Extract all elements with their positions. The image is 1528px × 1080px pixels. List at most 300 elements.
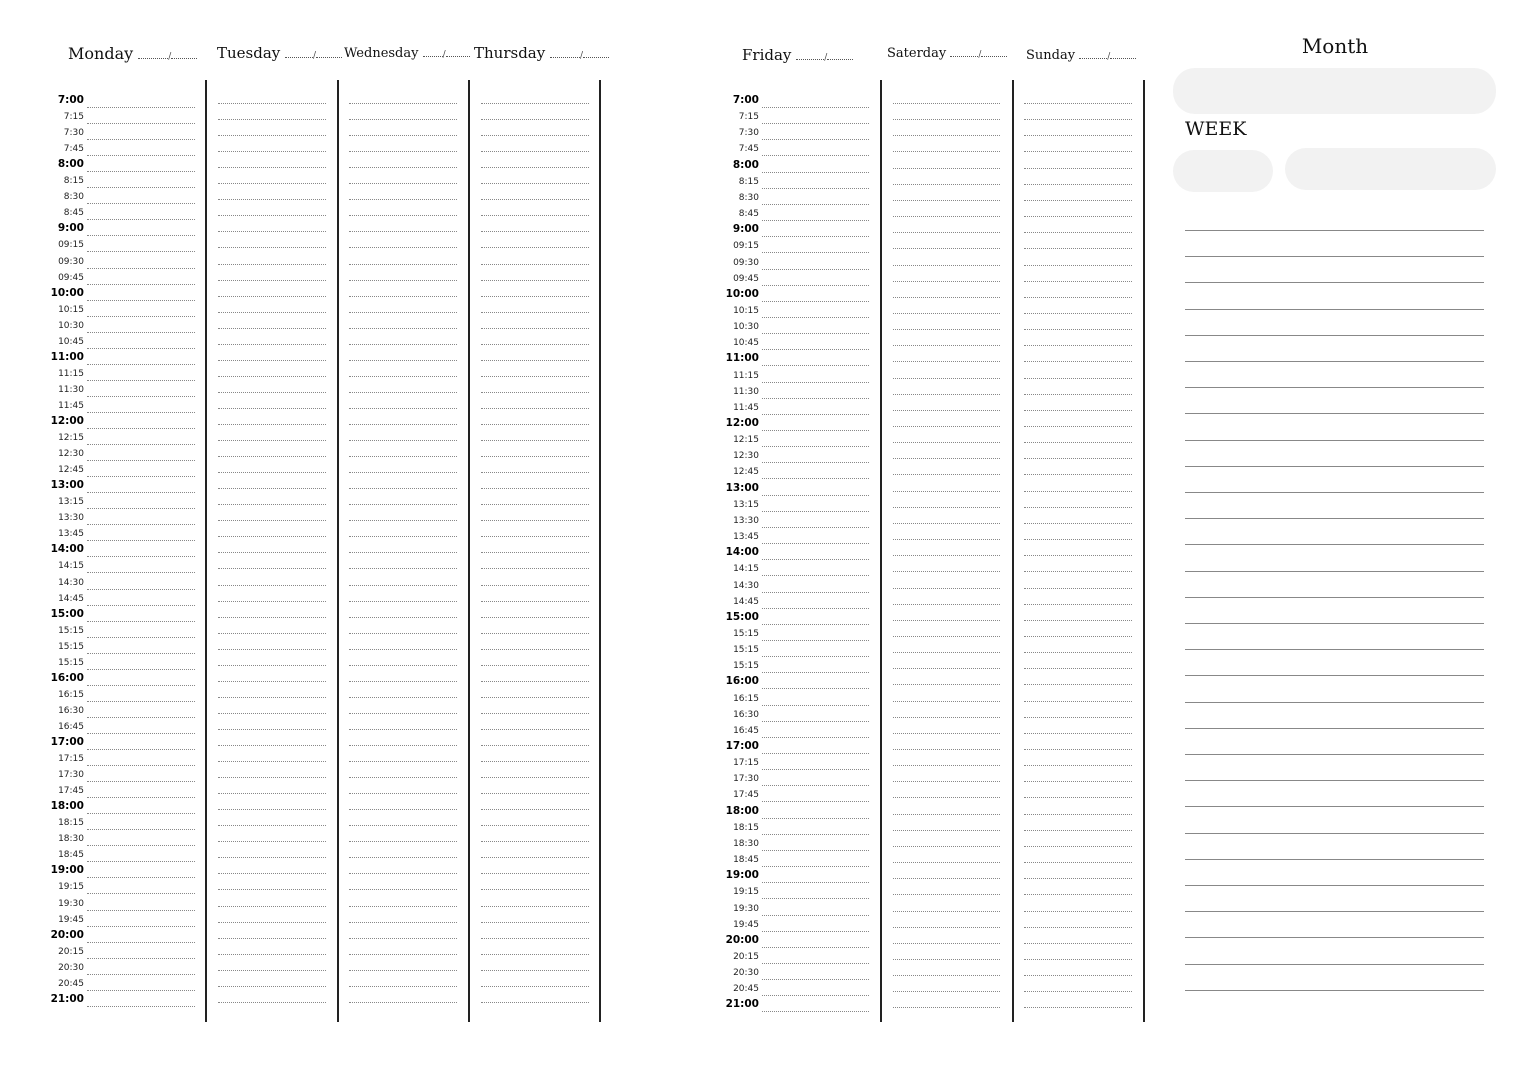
time-slot[interactable] (218, 682, 326, 698)
time-slot[interactable] (481, 553, 589, 569)
time-slot[interactable] (481, 521, 589, 537)
time-slot[interactable] (1024, 266, 1132, 282)
time-slot[interactable] (893, 169, 1000, 185)
time-slot[interactable] (715, 560, 869, 576)
time-slot[interactable] (349, 762, 457, 778)
time-slot[interactable] (893, 573, 1000, 589)
time-slot[interactable] (218, 457, 326, 473)
time-slot[interactable] (481, 425, 589, 441)
time-slot[interactable] (1024, 88, 1132, 104)
time-slot[interactable] (40, 525, 195, 541)
time-slot[interactable] (349, 618, 457, 634)
time-slot[interactable] (1024, 120, 1132, 136)
time-slot[interactable] (715, 754, 869, 770)
time-slot[interactable] (481, 136, 589, 152)
time-slot[interactable] (1024, 831, 1132, 847)
time-slot[interactable] (715, 512, 869, 528)
time-slot[interactable] (715, 996, 869, 1012)
time-slot[interactable] (1024, 782, 1132, 798)
time-slot[interactable] (349, 265, 457, 281)
time-slot[interactable] (715, 124, 869, 140)
time-slot[interactable] (715, 367, 869, 383)
time-slot[interactable] (893, 379, 1000, 395)
time-slot[interactable] (40, 236, 195, 252)
time-slot[interactable] (40, 172, 195, 188)
time-slot[interactable] (40, 156, 195, 172)
time-slot[interactable] (349, 505, 457, 521)
time-slot[interactable] (893, 201, 1000, 217)
time-slot[interactable] (481, 216, 589, 232)
note-line[interactable] (1185, 964, 1484, 965)
time-slot[interactable] (481, 955, 589, 971)
time-slot[interactable] (1024, 589, 1132, 605)
time-slot[interactable] (40, 188, 195, 204)
time-slot[interactable] (1024, 734, 1132, 750)
time-slot[interactable] (218, 698, 326, 714)
time-slot[interactable] (893, 524, 1000, 540)
time-slot[interactable] (893, 896, 1000, 912)
time-slot[interactable] (349, 297, 457, 313)
time-slot[interactable] (40, 766, 195, 782)
time-slot[interactable] (40, 638, 195, 654)
time-slot[interactable] (893, 653, 1000, 669)
time-slot[interactable] (481, 409, 589, 425)
time-slot[interactable] (715, 916, 869, 932)
time-slot[interactable] (218, 216, 326, 232)
time-slot[interactable] (349, 602, 457, 618)
time-slot[interactable] (349, 249, 457, 265)
time-slot[interactable] (349, 842, 457, 858)
time-slot[interactable] (1024, 540, 1132, 556)
time-slot[interactable] (1024, 944, 1132, 960)
time-slot[interactable] (715, 706, 869, 722)
time-slot[interactable] (893, 427, 1000, 443)
time-slot[interactable] (349, 409, 457, 425)
time-slot[interactable] (40, 269, 195, 285)
time-slot[interactable] (481, 923, 589, 939)
time-slot[interactable] (218, 473, 326, 489)
time-slot[interactable] (1024, 573, 1132, 589)
time-slot[interactable] (893, 120, 1000, 136)
time-slot[interactable] (715, 383, 869, 399)
time-slot[interactable] (1024, 928, 1132, 944)
time-slot[interactable] (893, 621, 1000, 637)
time-slot[interactable] (715, 851, 869, 867)
time-slot[interactable] (349, 826, 457, 842)
time-slot[interactable] (40, 895, 195, 911)
time-slot[interactable] (893, 233, 1000, 249)
time-slot[interactable] (349, 987, 457, 1003)
time-slot[interactable] (1024, 104, 1132, 120)
time-slot[interactable] (715, 92, 869, 108)
time-slot[interactable] (893, 928, 1000, 944)
time-slot[interactable] (1024, 314, 1132, 330)
time-slot[interactable] (40, 927, 195, 943)
time-slot[interactable] (715, 867, 869, 883)
time-slot[interactable] (218, 730, 326, 746)
time-slot[interactable] (40, 670, 195, 686)
time-slot[interactable] (893, 944, 1000, 960)
note-line[interactable] (1185, 544, 1484, 545)
time-slot[interactable] (893, 346, 1000, 362)
time-slot[interactable] (893, 266, 1000, 282)
time-slot[interactable] (349, 200, 457, 216)
time-slot[interactable] (893, 508, 1000, 524)
time-slot[interactable] (1024, 718, 1132, 734)
time-slot[interactable] (40, 750, 195, 766)
time-slot[interactable] (715, 189, 869, 205)
time-slot[interactable] (893, 799, 1000, 815)
time-slot[interactable] (40, 574, 195, 590)
time-slot[interactable] (715, 980, 869, 996)
time-slot[interactable] (218, 746, 326, 762)
time-slot[interactable] (349, 971, 457, 987)
time-slot[interactable] (481, 939, 589, 955)
time-slot[interactable] (893, 863, 1000, 879)
time-slot[interactable] (893, 492, 1000, 508)
time-slot[interactable] (715, 496, 869, 512)
time-slot[interactable] (481, 762, 589, 778)
time-slot[interactable] (481, 682, 589, 698)
time-slot[interactable] (349, 537, 457, 553)
time-slot[interactable] (218, 553, 326, 569)
date-blank[interactable]: / (550, 51, 609, 61)
time-slot[interactable] (481, 168, 589, 184)
time-slot[interactable] (218, 441, 326, 457)
time-slot[interactable] (349, 457, 457, 473)
note-line[interactable] (1185, 728, 1484, 729)
time-slot[interactable] (40, 702, 195, 718)
time-slot[interactable] (715, 286, 869, 302)
note-line[interactable] (1185, 859, 1484, 860)
time-slot[interactable] (40, 654, 195, 670)
time-slot[interactable] (218, 650, 326, 666)
time-slot[interactable] (1024, 492, 1132, 508)
time-slot[interactable] (218, 537, 326, 553)
date-blank[interactable]: / (1079, 52, 1136, 62)
time-slot[interactable] (349, 634, 457, 650)
time-slot[interactable] (218, 521, 326, 537)
time-slot[interactable] (1024, 217, 1132, 233)
date-blank[interactable]: / (950, 50, 1007, 60)
time-slot[interactable] (1024, 298, 1132, 314)
time-slot[interactable] (715, 609, 869, 625)
time-slot[interactable] (218, 923, 326, 939)
time-slot[interactable] (893, 217, 1000, 233)
time-slot[interactable] (481, 730, 589, 746)
time-slot[interactable] (893, 153, 1000, 169)
time-slot[interactable] (481, 826, 589, 842)
time-slot[interactable] (715, 237, 869, 253)
time-slot[interactable] (40, 333, 195, 349)
time-slot[interactable] (40, 317, 195, 333)
time-slot[interactable] (349, 858, 457, 874)
time-slot[interactable] (349, 281, 457, 297)
time-slot[interactable] (1024, 621, 1132, 637)
time-slot[interactable] (481, 698, 589, 714)
time-slot[interactable] (40, 108, 195, 124)
time-slot[interactable] (218, 987, 326, 1003)
time-slot[interactable] (893, 136, 1000, 152)
time-slot[interactable] (715, 334, 869, 350)
time-slot[interactable] (218, 939, 326, 955)
time-slot[interactable] (349, 361, 457, 377)
time-slot[interactable] (715, 835, 869, 851)
time-slot[interactable] (1024, 282, 1132, 298)
time-slot[interactable] (715, 544, 869, 560)
time-slot[interactable] (481, 634, 589, 650)
time-slot[interactable] (40, 846, 195, 862)
time-slot[interactable] (715, 803, 869, 819)
time-slot[interactable] (40, 686, 195, 702)
time-slot[interactable] (349, 553, 457, 569)
time-slot[interactable] (40, 285, 195, 301)
time-slot[interactable] (481, 602, 589, 618)
time-slot[interactable] (715, 399, 869, 415)
time-slot[interactable] (1024, 912, 1132, 928)
time-slot[interactable] (893, 476, 1000, 492)
time-slot[interactable] (40, 557, 195, 573)
time-slot[interactable] (218, 714, 326, 730)
time-slot[interactable] (349, 441, 457, 457)
time-slot[interactable] (218, 858, 326, 874)
time-slot[interactable] (481, 329, 589, 345)
time-slot[interactable] (1024, 879, 1132, 895)
time-slot[interactable] (218, 762, 326, 778)
time-slot[interactable] (349, 778, 457, 794)
time-slot[interactable] (349, 473, 457, 489)
time-slot[interactable] (218, 313, 326, 329)
time-slot[interactable] (40, 606, 195, 622)
time-slot[interactable] (715, 819, 869, 835)
time-slot[interactable] (893, 395, 1000, 411)
time-slot[interactable] (40, 140, 195, 156)
time-slot[interactable] (893, 411, 1000, 427)
time-slot[interactable] (893, 443, 1000, 459)
time-slot[interactable] (715, 463, 869, 479)
time-slot[interactable] (893, 88, 1000, 104)
time-slot[interactable] (893, 912, 1000, 928)
time-slot[interactable] (349, 714, 457, 730)
note-line[interactable] (1185, 440, 1484, 441)
time-slot[interactable] (481, 489, 589, 505)
time-slot[interactable] (1024, 250, 1132, 266)
time-slot[interactable] (481, 891, 589, 907)
time-slot[interactable] (893, 104, 1000, 120)
time-slot[interactable] (40, 92, 195, 108)
time-slot[interactable] (349, 393, 457, 409)
time-slot[interactable] (1024, 427, 1132, 443)
time-slot[interactable] (40, 124, 195, 140)
time-slot[interactable] (40, 461, 195, 477)
time-slot[interactable] (218, 104, 326, 120)
time-slot[interactable] (349, 329, 457, 345)
time-slot[interactable] (481, 265, 589, 281)
time-slot[interactable] (218, 842, 326, 858)
time-slot[interactable] (40, 541, 195, 557)
note-line[interactable] (1185, 623, 1484, 624)
time-slot[interactable] (481, 714, 589, 730)
time-slot[interactable] (481, 794, 589, 810)
time-slot[interactable] (218, 136, 326, 152)
time-slot[interactable] (715, 657, 869, 673)
time-slot[interactable] (481, 104, 589, 120)
time-slot[interactable] (481, 907, 589, 923)
time-slot[interactable] (218, 794, 326, 810)
time-slot[interactable] (715, 673, 869, 689)
time-slot[interactable] (349, 104, 457, 120)
time-slot[interactable] (481, 810, 589, 826)
time-slot[interactable] (893, 992, 1000, 1008)
note-line[interactable] (1185, 754, 1484, 755)
time-slot[interactable] (1024, 653, 1132, 669)
time-slot[interactable] (715, 738, 869, 754)
time-slot[interactable] (481, 441, 589, 457)
date-blank[interactable]: / (423, 50, 470, 60)
time-slot[interactable] (218, 184, 326, 200)
time-slot[interactable] (218, 88, 326, 104)
time-slot[interactable] (218, 586, 326, 602)
time-slot[interactable] (893, 363, 1000, 379)
time-slot[interactable] (40, 959, 195, 975)
time-slot[interactable] (40, 493, 195, 509)
time-slot[interactable] (481, 313, 589, 329)
time-slot[interactable] (893, 314, 1000, 330)
time-slot[interactable] (218, 634, 326, 650)
time-slot[interactable] (349, 891, 457, 907)
time-slot[interactable] (349, 168, 457, 184)
time-slot[interactable] (893, 605, 1000, 621)
time-slot[interactable] (40, 975, 195, 991)
time-slot[interactable] (1024, 379, 1132, 395)
time-slot[interactable] (481, 858, 589, 874)
time-slot[interactable] (40, 622, 195, 638)
time-slot[interactable] (40, 798, 195, 814)
time-slot[interactable] (481, 232, 589, 248)
time-slot[interactable] (715, 786, 869, 802)
time-slot[interactable] (715, 722, 869, 738)
note-line[interactable] (1185, 649, 1484, 650)
time-slot[interactable] (481, 650, 589, 666)
time-slot[interactable] (40, 429, 195, 445)
time-slot[interactable] (218, 666, 326, 682)
time-slot[interactable] (349, 88, 457, 104)
time-slot[interactable] (1024, 185, 1132, 201)
time-slot[interactable] (40, 943, 195, 959)
time-slot[interactable] (481, 393, 589, 409)
time-slot[interactable] (715, 480, 869, 496)
time-slot[interactable] (481, 457, 589, 473)
note-line[interactable] (1185, 256, 1484, 257)
time-slot[interactable] (481, 361, 589, 377)
time-slot[interactable] (1024, 459, 1132, 475)
time-slot[interactable] (715, 140, 869, 156)
time-slot[interactable] (481, 152, 589, 168)
time-slot[interactable] (218, 168, 326, 184)
time-slot[interactable] (349, 345, 457, 361)
time-slot[interactable] (715, 254, 869, 270)
time-slot[interactable] (40, 830, 195, 846)
time-slot[interactable] (40, 477, 195, 493)
time-slot[interactable] (481, 281, 589, 297)
week-number-field[interactable] (1173, 150, 1273, 192)
time-slot[interactable] (40, 397, 195, 413)
time-slot[interactable] (218, 874, 326, 890)
note-line[interactable] (1185, 282, 1484, 283)
time-slot[interactable] (1024, 702, 1132, 718)
note-line[interactable] (1185, 361, 1484, 362)
note-line[interactable] (1185, 571, 1484, 572)
note-line[interactable] (1185, 335, 1484, 336)
time-slot[interactable] (893, 734, 1000, 750)
time-slot[interactable] (893, 815, 1000, 831)
time-slot[interactable] (40, 349, 195, 365)
time-slot[interactable] (349, 232, 457, 248)
time-slot[interactable] (218, 329, 326, 345)
time-slot[interactable] (40, 253, 195, 269)
time-slot[interactable] (893, 589, 1000, 605)
time-slot[interactable] (40, 734, 195, 750)
time-slot[interactable] (40, 911, 195, 927)
time-slot[interactable] (1024, 766, 1132, 782)
time-slot[interactable] (715, 221, 869, 237)
time-slot[interactable] (481, 88, 589, 104)
time-slot[interactable] (1024, 136, 1132, 152)
time-slot[interactable] (218, 281, 326, 297)
time-slot[interactable] (40, 814, 195, 830)
time-slot[interactable] (893, 782, 1000, 798)
time-slot[interactable] (218, 120, 326, 136)
note-line[interactable] (1185, 492, 1484, 493)
time-slot[interactable] (1024, 508, 1132, 524)
time-slot[interactable] (40, 301, 195, 317)
time-slot[interactable] (218, 377, 326, 393)
time-slot[interactable] (481, 666, 589, 682)
time-slot[interactable] (218, 778, 326, 794)
note-line[interactable] (1185, 597, 1484, 598)
time-slot[interactable] (715, 350, 869, 366)
time-slot[interactable] (481, 345, 589, 361)
time-slot[interactable] (481, 200, 589, 216)
time-slot[interactable] (218, 602, 326, 618)
time-slot[interactable] (481, 874, 589, 890)
note-line[interactable] (1185, 518, 1484, 519)
time-slot[interactable] (1024, 395, 1132, 411)
time-slot[interactable] (1024, 153, 1132, 169)
time-slot[interactable] (218, 265, 326, 281)
time-slot[interactable] (349, 730, 457, 746)
time-slot[interactable] (893, 330, 1000, 346)
time-slot[interactable] (349, 810, 457, 826)
time-slot[interactable] (715, 577, 869, 593)
time-slot[interactable] (715, 415, 869, 431)
time-slot[interactable] (349, 425, 457, 441)
time-slot[interactable] (218, 618, 326, 634)
time-slot[interactable] (40, 590, 195, 606)
time-slot[interactable] (1024, 443, 1132, 459)
time-slot[interactable] (349, 586, 457, 602)
note-line[interactable] (1185, 806, 1484, 807)
time-slot[interactable] (481, 377, 589, 393)
time-slot[interactable] (349, 650, 457, 666)
time-slot[interactable] (349, 136, 457, 152)
note-line[interactable] (1185, 833, 1484, 834)
time-slot[interactable] (349, 313, 457, 329)
time-slot[interactable] (715, 318, 869, 334)
time-slot[interactable] (349, 907, 457, 923)
time-slot[interactable] (481, 586, 589, 602)
time-slot[interactable] (40, 381, 195, 397)
